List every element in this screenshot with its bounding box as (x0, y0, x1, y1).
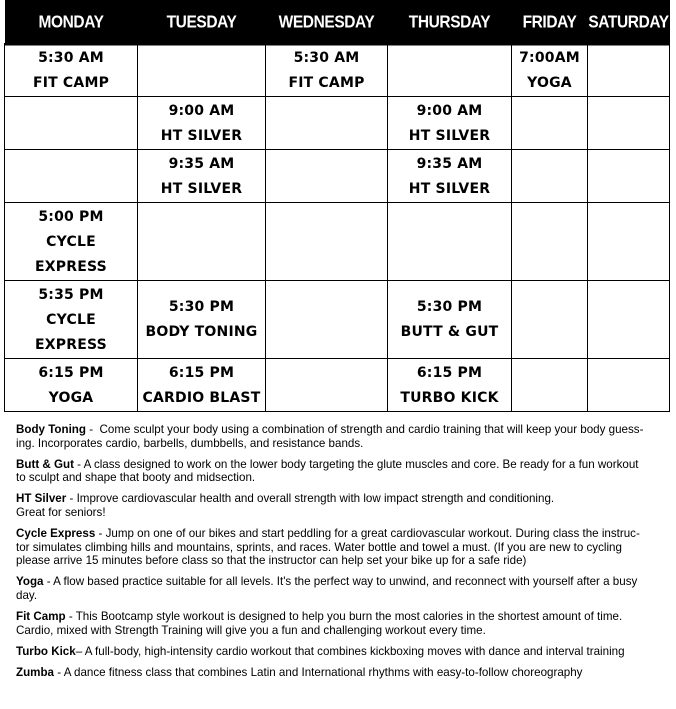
class-entry: 6:15 PM CARDIO BLAST (142, 365, 261, 406)
schedule-cell (512, 203, 588, 281)
class-description-name: Cycle Express (16, 527, 96, 541)
schedule-cell (388, 97, 512, 150)
class-descriptions (16, 423, 668, 687)
class-description (16, 423, 668, 450)
class-description-separator: - (73, 457, 84, 471)
class-description-text: Improve cardiovascular health and overall strength with low impact strength and conditioning. Great for seniors! (16, 492, 555, 519)
day-header-wednesday: WEDNESDAY (266, 0, 388, 46)
day-header-row (5, 2, 670, 44)
class-description-text: A full-body, high-intensity cardio workout that combines kickboxing moves with dance and interval training (84, 644, 625, 658)
schedule-body (5, 44, 670, 412)
class-entry: 9:35 AM HT SILVER (160, 156, 243, 197)
class-description-name: Body Toning (16, 423, 86, 436)
class-entry: 5:30 AM FIT CAMP (32, 50, 110, 91)
schedule-cell (138, 281, 266, 359)
day-header-monday: MONDAY (5, 0, 138, 46)
schedule-cell (266, 150, 388, 203)
class-description (16, 492, 668, 519)
class-description-separator: - (85, 423, 100, 436)
schedule-cell (512, 44, 588, 97)
class-description-separator: - (65, 610, 76, 624)
schedule-cell (5, 281, 138, 359)
schedule-cell (266, 203, 388, 281)
schedule-cell (588, 281, 670, 359)
schedule-row (5, 44, 670, 97)
class-description-text: Come sculpt your body using a combination of strength and cardio training that will keep your body guess- ing. Incorporates cardio, barbells, dumbbells, and resistance bands. (16, 423, 644, 450)
schedule-cell (5, 44, 138, 97)
class-entry: 5:35 PM CYCLE EXPRESS (35, 287, 107, 353)
class-description (16, 575, 668, 602)
class-description (16, 458, 668, 485)
class-description-name: Fit Camp (16, 610, 66, 624)
class-entry: 9:35 AM HT SILVER (408, 156, 491, 197)
class-entry: 9:00 AM HT SILVER (408, 103, 491, 144)
schedule-cell (512, 281, 588, 359)
schedule-cell (388, 44, 512, 97)
schedule-row (5, 203, 670, 281)
class-description-separator: - (54, 665, 64, 679)
schedule-cell (266, 44, 388, 97)
schedule-cell (388, 150, 512, 203)
class-description (16, 666, 668, 680)
schedule-cell (5, 150, 138, 203)
class-schedule-table (4, 2, 670, 412)
class-description-text: Jump on one of our bikes and start peddling for a great cardiovascular workout. During class the instruc- tor simulates climbing hills and mountains, sprints, and races. Water bottle and towel a must. (If you are new to cycling please arrive 15 minutes before class so that the instructor can help set your bike up for a safe ride) (16, 527, 640, 568)
class-description-text: This Bootcamp style workout is designed to help you burn the most calories in the shortest amount of time. Cardio, mixed with Strength Training will give you a fun and challenging workout every time. (16, 610, 623, 637)
schedule-cell (138, 359, 266, 412)
day-header-thursday: THURSDAY (388, 0, 512, 46)
schedule-cell (5, 97, 138, 150)
schedule-cell (588, 203, 670, 281)
class-description-name: Butt & Gut (16, 457, 74, 471)
class-entry: 5:30 PM BUTT & GUT (400, 298, 499, 340)
day-header-saturday: SATURDAY (588, 0, 670, 46)
class-description-separator: - (43, 575, 54, 589)
schedule-row (5, 281, 670, 359)
schedule-cell (512, 97, 588, 150)
schedule-cell (266, 97, 388, 150)
schedule-cell (266, 359, 388, 412)
class-description-name: Turbo Kick (16, 644, 76, 658)
class-description (16, 610, 668, 637)
schedule-row (5, 150, 670, 203)
schedule-row (5, 97, 670, 150)
schedule-cell (588, 44, 670, 97)
class-description-name: Zumba (16, 665, 55, 679)
class-description-text: A class designed to work on the lower body targeting the glute muscles and core. Be ready for a fun workout to sculpt and shape that booty and midsection. (16, 457, 639, 485)
class-description (16, 645, 668, 659)
class-description-name: HT Silver (16, 492, 67, 506)
schedule-cell (138, 44, 266, 97)
schedule-cell (388, 359, 512, 412)
day-header-friday: FRIDAY (512, 0, 588, 46)
class-entry: 5:00 PM CYCLE EXPRESS (35, 209, 107, 275)
schedule-cell (512, 150, 588, 203)
schedule-cell (512, 359, 588, 412)
schedule-cell (138, 150, 266, 203)
schedule-cell (138, 97, 266, 150)
class-description-separator: – (75, 644, 85, 658)
class-entry: 9:00 AM HT SILVER (160, 103, 243, 144)
class-entry: 7:00AM YOGA (519, 50, 580, 91)
schedule-cell (388, 203, 512, 281)
schedule-cell (138, 203, 266, 281)
class-entry: 6:15 PM YOGA (38, 365, 104, 406)
schedule-cell (588, 359, 670, 412)
schedule-cell (5, 359, 138, 412)
class-entry: 6:15 PM TURBO KICK (400, 365, 499, 406)
schedule-cell (388, 281, 512, 359)
schedule-cell (5, 203, 138, 281)
class-description-separator: - (66, 492, 77, 506)
schedule-row (5, 359, 670, 412)
class-description-name: Yoga (16, 575, 44, 589)
class-description-text: A dance fitness class that combines Latin and International rhythms with easy-to-follow choreography (63, 665, 583, 679)
class-description (16, 527, 668, 568)
schedule-cell (588, 150, 670, 203)
class-description-separator: - (95, 527, 106, 541)
schedule-cell (588, 97, 670, 150)
day-header-tuesday: TUESDAY (138, 0, 266, 46)
schedule-cell (266, 281, 388, 359)
class-description-text: A flow based practice suitable for all levels. It's the perfect way to unwind, and reconnect with yourself after a busy day. (16, 575, 638, 602)
class-entry: 5:30 AM FIT CAMP (288, 50, 365, 91)
class-entry: 5:30 PM BODY TONING (145, 298, 258, 340)
